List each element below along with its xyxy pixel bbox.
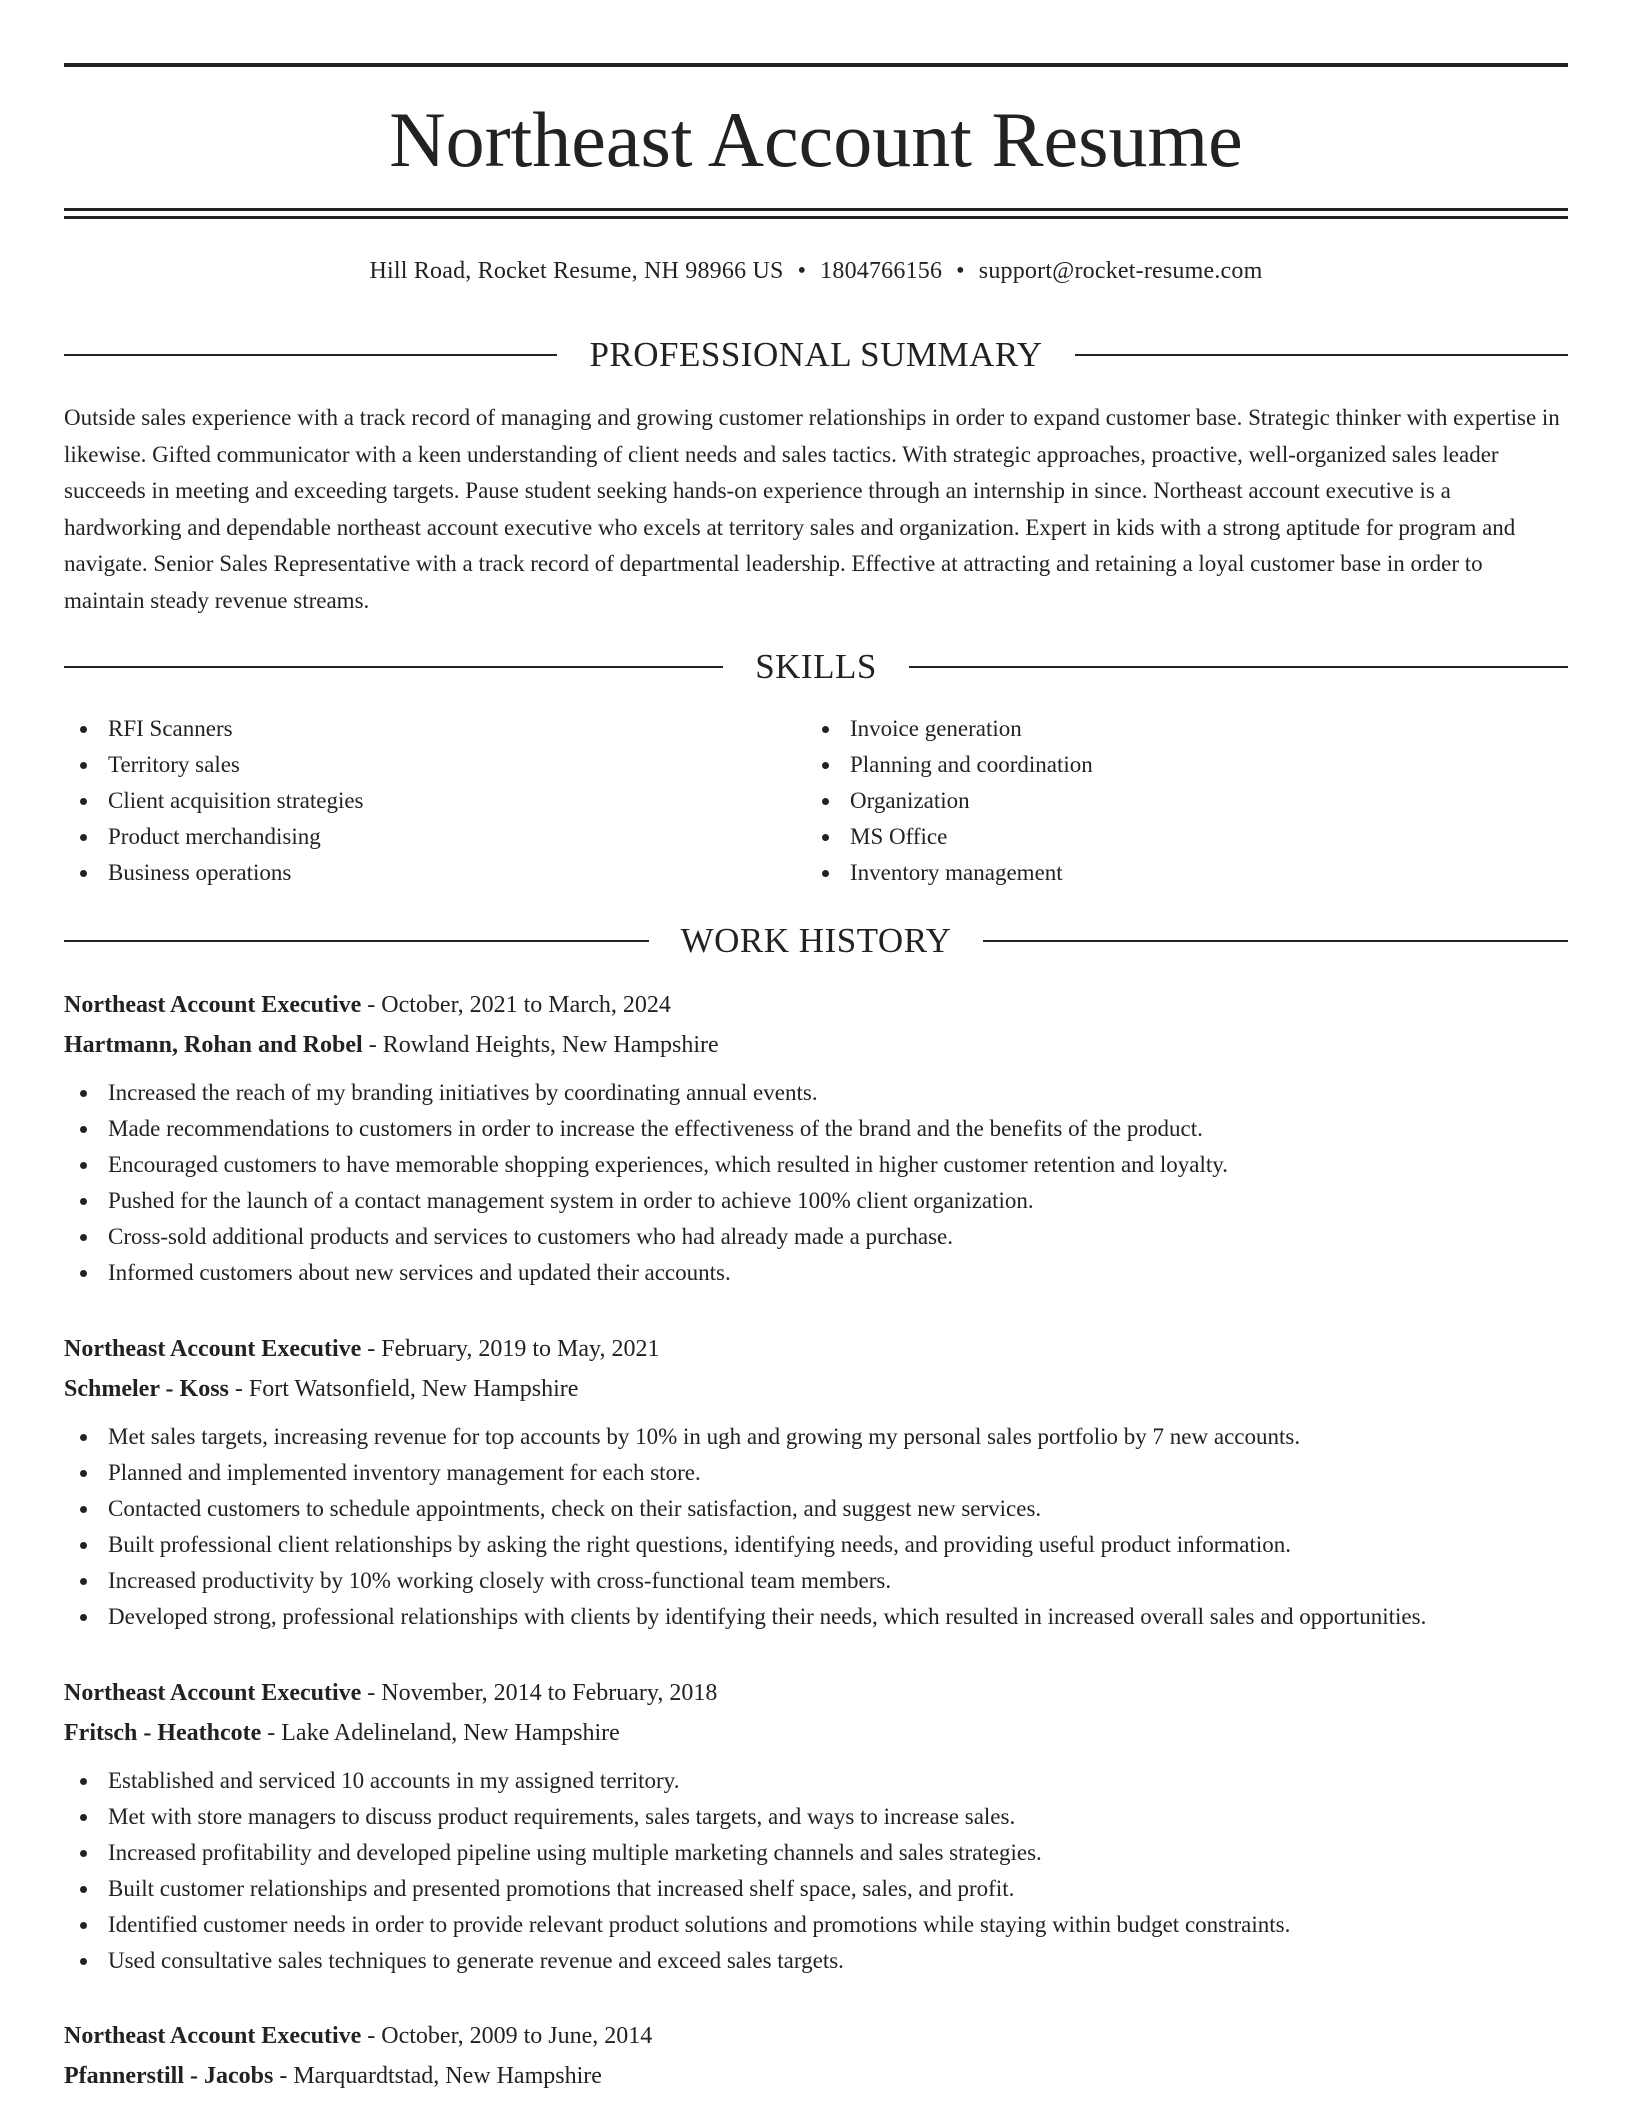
skill-item: Organization (806, 783, 1548, 819)
job-bullet: Built customer relationships and presented promotions that increased shelf space, sales, and profit. (64, 1871, 1568, 1907)
job-title: Northeast Account Executive (64, 2023, 362, 2049)
skill-item: Planning and coordination (806, 747, 1548, 783)
job-bullet: Planned and implemented inventory management for each store. (64, 1455, 1568, 1491)
job-bullet: Established and serviced 10 accounts in my assigned territory. (64, 1763, 1568, 1799)
company-location: - Rowland Heights, New Hampshire (362, 1032, 719, 1058)
job-bullet: Met with store managers to discuss product requirements, sales targets, and ways to increase sales. (64, 1799, 1568, 1835)
contact-email[interactable]: support@rocket-resume.com (978, 258, 1263, 284)
title-rule (64, 216, 1568, 219)
job-company-line (64, 1025, 1568, 1065)
job-bullet: Met sales targets, increasing revenue for top accounts by 10% in ugh and growing my personal sales portfolio by 7 new accounts. (64, 1419, 1568, 1455)
heading-rule (64, 354, 557, 356)
skill-item: Product merchandising (64, 819, 806, 855)
company-location: - Lake Adelineland, New Hampshire (261, 1720, 620, 1746)
job-role-line (64, 1673, 1568, 1713)
job-entry (64, 1329, 1568, 1635)
contact-address: Hill Road, Rocket Resume, NH 98966 US (369, 258, 784, 284)
job-entry (64, 1673, 1568, 1979)
job-bullets (64, 1763, 1568, 1979)
heading-rule (909, 666, 1568, 668)
job-bullet: Pushed for the launch of a contact management system in order to achieve 100% client organization. (64, 1183, 1568, 1219)
section-title: SKILLS (755, 647, 877, 686)
heading-rule (983, 940, 1568, 942)
job-bullet: Informed customers about new services and updated their accounts. (64, 1255, 1568, 1291)
section-title: PROFESSIONAL SUMMARY (589, 335, 1043, 374)
job-dates: - October, 2009 to June, 2014 (361, 2023, 653, 2049)
job-bullets (64, 1075, 1568, 1291)
bullet-separator: • (956, 258, 965, 284)
job-bullet: Increased profitability and developed pipeline using multiple marketing channels and sales strategies. (64, 1835, 1568, 1871)
job-bullet: Developed strong, professional relationships with clients by identifying their needs, which resulted in increased overall sales and opportunities. (64, 1599, 1568, 1635)
job-bullet: Increased the reach of my branding initiatives by coordinating annual events. (64, 1075, 1568, 1111)
section-heading-skills (64, 645, 1568, 689)
job-role-line (64, 2016, 1568, 2056)
skill-item: Inventory management (806, 855, 1548, 891)
job-bullets (64, 1419, 1568, 1635)
company-name: Hartmann, Rohan and Robel (64, 1032, 363, 1058)
heading-rule (64, 666, 723, 668)
job-bullet: Increased productivity by 10% working closely with cross-functional team members. (64, 1563, 1568, 1599)
job-company-line (64, 1369, 1568, 1409)
company-location: - Fort Watsonfield, New Hampshire (228, 1376, 579, 1402)
company-name: Pfannerstill - Jacobs (64, 2063, 274, 2089)
skill-item: Business operations (64, 855, 806, 891)
company-name: Fritsch - Heathcote (64, 1720, 262, 1746)
contact-line (64, 254, 1568, 288)
company-location: - Marquardtstad, New Hampshire (273, 2063, 602, 2089)
company-name: Schmeler - Koss (64, 1376, 229, 1402)
top-rule (64, 63, 1568, 67)
job-dates: - February, 2019 to May, 2021 (361, 1336, 660, 1362)
skills-column-right (806, 711, 1548, 891)
resume-title: Northeast Account Resume (389, 96, 1243, 183)
skill-item: MS Office (806, 819, 1548, 855)
job-role-line (64, 1329, 1568, 1369)
job-dates: - October, 2021 to March, 2024 (361, 992, 671, 1018)
heading-rule (64, 940, 649, 942)
title-rule (64, 208, 1568, 211)
job-bullet: Built professional client relationships by asking the right questions, identifying needs, and providing useful product information. (64, 1527, 1568, 1563)
job-dates: - November, 2014 to February, 2018 (361, 1680, 718, 1706)
job-title: Northeast Account Executive (64, 1680, 362, 1706)
skill-item: Territory sales (64, 747, 806, 783)
summary-text: Outside sales experience with a track record of managing and growing customer relationships in order to expand customer base. Strategic thinker with expertise in likewise. Gifted communicator with a keen understanding of client needs and sales tactics. With strategic approaches, proactive, well-organized sales leader succeeds in meeting and exceeding targets. Pause student seeking hands-on experience through an internship in since. Northeast account executive is a hardworking and dependable northeast account executive who excels at territory sales and organization. Expert in kids with a strong aptitude for program and navigate. Senior Sales Representative with a track record of departmental leadership. Effective at attracting and retaining a loyal customer base in order to maintain steady revenue streams. (64, 405, 1560, 613)
bullet-separator: • (797, 258, 807, 284)
skills-list (64, 711, 1568, 891)
skill-item: Invoice generation (806, 711, 1548, 747)
skill-item: RFI Scanners (64, 711, 806, 747)
job-entry (64, 985, 1568, 1291)
job-bullet: Cross-sold additional products and services to customers who had already made a purchase. (64, 1219, 1568, 1255)
section-heading-summary (64, 333, 1568, 377)
job-bullet: Contacted customers to schedule appointments, check on their satisfaction, and suggest new services. (64, 1491, 1568, 1527)
section-title: WORK HISTORY (680, 921, 952, 960)
job-company-line (64, 1713, 1568, 1753)
contact-phone: 1804766156 (820, 258, 943, 284)
section-heading-work (64, 919, 1568, 963)
job-entry (64, 2016, 1568, 2096)
job-role-line (64, 985, 1568, 1025)
skills-column-left (64, 711, 806, 891)
heading-rule (1075, 354, 1568, 356)
job-bullet: Identified customer needs in order to provide relevant product solutions and promotions while staying within budget constraints. (64, 1907, 1568, 1943)
job-bullet: Made recommendations to customers in order to increase the effectiveness of the brand and the benefits of the product. (64, 1111, 1568, 1147)
job-bullet: Encouraged customers to have memorable shopping experiences, which resulted in higher customer retention and loyalty. (64, 1147, 1568, 1183)
job-title: Northeast Account Executive (64, 1336, 362, 1362)
job-title: Northeast Account Executive (64, 992, 362, 1018)
job-bullet: Used consultative sales techniques to generate revenue and exceed sales targets. (64, 1943, 1568, 1979)
job-company-line (64, 2056, 1568, 2096)
skill-item: Client acquisition strategies (64, 783, 806, 819)
